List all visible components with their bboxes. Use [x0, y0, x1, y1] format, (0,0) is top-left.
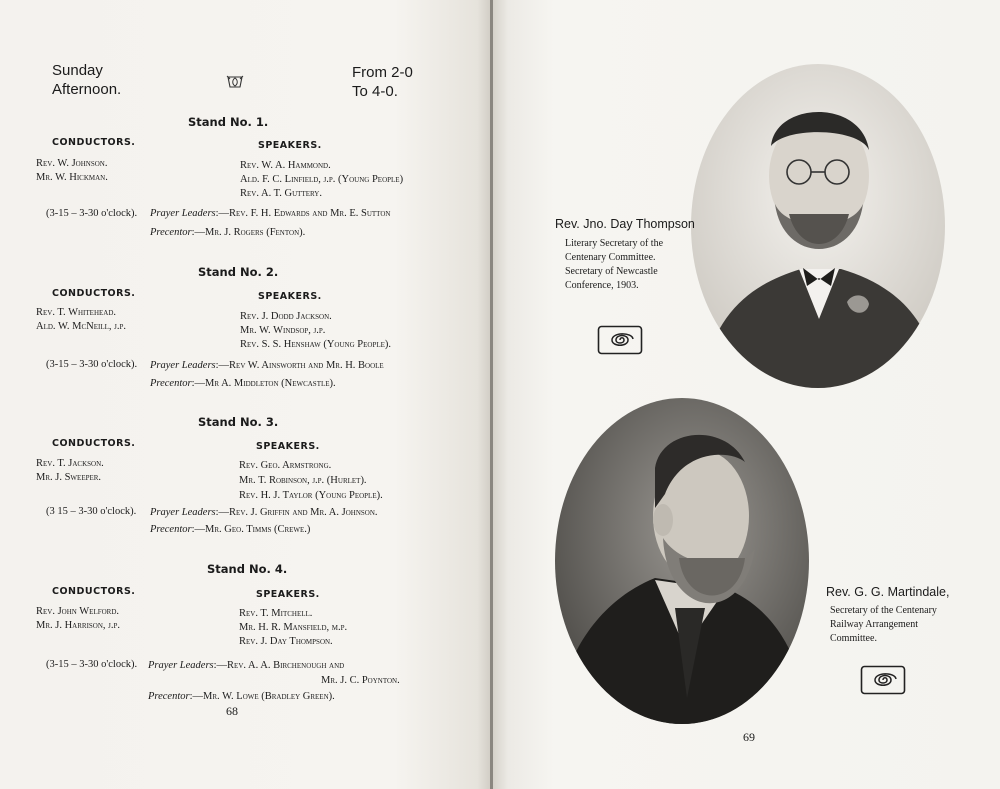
precentor-label: Precentor: [150, 227, 192, 238]
prayer-leaders-names: :—Rev. A. A. Birchenough and: [213, 660, 345, 671]
stand-3-speaker: Rev. H. J. Taylor (Young People).: [239, 490, 383, 501]
precentor-label: Precentor: [150, 524, 192, 535]
stand-3-speakers-heading: SPEAKERS.: [256, 441, 320, 452]
stand-4-conductor: Rev. John Welford.: [36, 606, 120, 617]
stand-4-speakers-heading: SPEAKERS.: [256, 589, 320, 600]
left-page: [0, 0, 492, 789]
portrait-thompson-name: Rev. Jno. Day Thompson: [555, 217, 695, 231]
stand-1-conductor: Mr. W. Hickman.: [36, 172, 108, 183]
portrait-thompson-caption-line: Literary Secretary of the: [565, 238, 664, 249]
stand-4-conductors-heading: CONDUCTORS.: [52, 586, 136, 597]
stand-4-time: (3-15 – 3-30 o'clock).: [46, 659, 138, 670]
ornament-icon: [226, 74, 244, 90]
spiral-ornament-icon: [597, 325, 643, 355]
time-line-2: To 4-0.: [352, 83, 398, 100]
stand-2-time: (3-15 – 3-30 o'clock).: [46, 359, 138, 370]
stand-3-conductor: Rev. T. Jackson.: [36, 458, 104, 469]
portrait-thompson-image: [691, 64, 945, 388]
stand-2-speaker: Rev. J. Dodd Jackson.: [240, 311, 332, 322]
stand-2-precentor: [150, 377, 336, 392]
portrait-martindale-name: Rev. G. G. Martindale,: [826, 585, 950, 599]
precentor-name: :—Mr A. Middleton (Newcastle).: [191, 378, 336, 389]
precentor-name: :—Mr. Geo. Timms (Crewe.): [191, 524, 311, 535]
stand-4-title: Stand No. 4.: [207, 562, 288, 576]
stand-1-time: (3-15 – 3-30 o'clock).: [46, 208, 138, 219]
stand-2-prayer-leaders: [150, 359, 384, 374]
day-line-1: Sunday: [52, 62, 103, 79]
portrait-thompson-caption-line: Secretary of Newcastle: [565, 266, 658, 277]
prayer-leaders-names: :—Rev W. Ainsworth and Mr. H. Boole: [215, 360, 384, 371]
time-heading: [352, 63, 413, 101]
stand-4-speaker: Mr. H. R. Mansfield, m.p.: [239, 622, 348, 633]
stand-4-prayer-leaders: [148, 659, 344, 674]
stand-1-prayer-leaders: [150, 207, 390, 222]
stand-1-speaker: Ald. F. C. Linfield, j.p. (Young People): [240, 174, 404, 185]
prayer-leaders-names: :—Rev. F. H. Edwards and Mr. E. Sutton: [215, 208, 391, 219]
prayer-leaders-label: Prayer Leaders: [150, 208, 216, 219]
precentor-name: :—Mr. W. Lowe (Bradley Green).: [189, 691, 335, 702]
stand-1-conductor: Rev. W. Johnson.: [36, 158, 108, 169]
page-number-right: 69: [743, 730, 755, 744]
portrait-martindale-image: [555, 398, 809, 724]
prayer-leaders-label: Prayer Leaders: [148, 660, 214, 671]
stand-3-title: Stand No. 3.: [198, 415, 279, 429]
stand-3-precentor: [150, 523, 310, 538]
day-heading: [52, 61, 121, 99]
stand-1-conductors-heading: CONDUCTORS.: [52, 137, 136, 148]
stand-3-prayer-leaders: [150, 506, 378, 521]
spiral-ornament-icon: [860, 665, 906, 695]
precentor-label: Precentor: [150, 378, 192, 389]
prayer-leaders-label: Prayer Leaders: [150, 360, 216, 371]
stand-1-speaker: Rev. A. T. Guttery.: [240, 188, 322, 199]
portrait-thompson-caption-line: Conference, 1903.: [565, 280, 639, 291]
portrait-thompson-caption-line: Centenary Committee.: [565, 252, 656, 263]
portrait-martindale-caption-line: Committee.: [830, 633, 877, 644]
stand-1-speaker: Rev. W. A. Hammond.: [240, 160, 331, 171]
stand-2-speaker: Rev. S. S. Henshaw (Young People).: [240, 339, 392, 350]
stand-1-speakers-heading: SPEAKERS.: [258, 140, 322, 151]
stand-4-conductor: Mr. J. Harrison, j.p.: [36, 620, 121, 631]
stand-4-speaker: Rev. T. Mitchell.: [239, 608, 313, 619]
stand-4-prayer-leaders-cont: Mr. J. C. Poynton.: [321, 675, 400, 686]
stand-3-conductors-heading: CONDUCTORS.: [52, 438, 136, 449]
stand-1-title: Stand No. 1.: [188, 115, 269, 129]
stand-3-time: (3 15 – 3-30 o'clock).: [46, 506, 137, 517]
stand-2-conductor: Ald. W. McNeill, j.p.: [36, 321, 127, 332]
stand-2-conductors-heading: CONDUCTORS.: [52, 288, 136, 299]
portrait-thompson: [691, 64, 945, 388]
stand-4-speaker: Rev. J. Day Thompson.: [239, 636, 333, 647]
stand-2-conductor: Rev. T. Whitehead.: [36, 307, 117, 318]
right-page: [493, 0, 1000, 789]
stand-4-precentor: [148, 690, 335, 705]
portrait-martindale-caption-line: Railway Arrangement: [830, 619, 919, 630]
page-number-left: 68: [226, 704, 238, 718]
stand-2-speaker: Mr. W. Windsop, j.p.: [240, 325, 326, 336]
stand-1-precentor: [150, 226, 305, 241]
precentor-label: Precentor: [148, 691, 190, 702]
day-line-2: Afternoon.: [52, 81, 122, 98]
portrait-martindale: [555, 398, 809, 724]
portrait-martindale-caption-line: Secretary of the Centenary: [830, 605, 937, 616]
stand-3-speaker: Rev. Geo. Armstrong.: [239, 460, 332, 471]
stand-2-speakers-heading: SPEAKERS.: [258, 291, 322, 302]
stand-2-title: Stand No. 2.: [198, 265, 279, 279]
stand-3-conductor: Mr. J. Sweeper.: [36, 472, 102, 483]
prayer-leaders-names: :—Rev. J. Griffin and Mr. A. Johnson.: [215, 507, 378, 518]
stand-3-speaker: Mr. T. Robinson, j.p. (Hurlet).: [239, 475, 367, 486]
time-line-1: From 2-0: [352, 64, 413, 81]
precentor-name: :—Mr. J. Rogers (Fenton).: [191, 227, 306, 238]
prayer-leaders-label: Prayer Leaders: [150, 507, 216, 518]
